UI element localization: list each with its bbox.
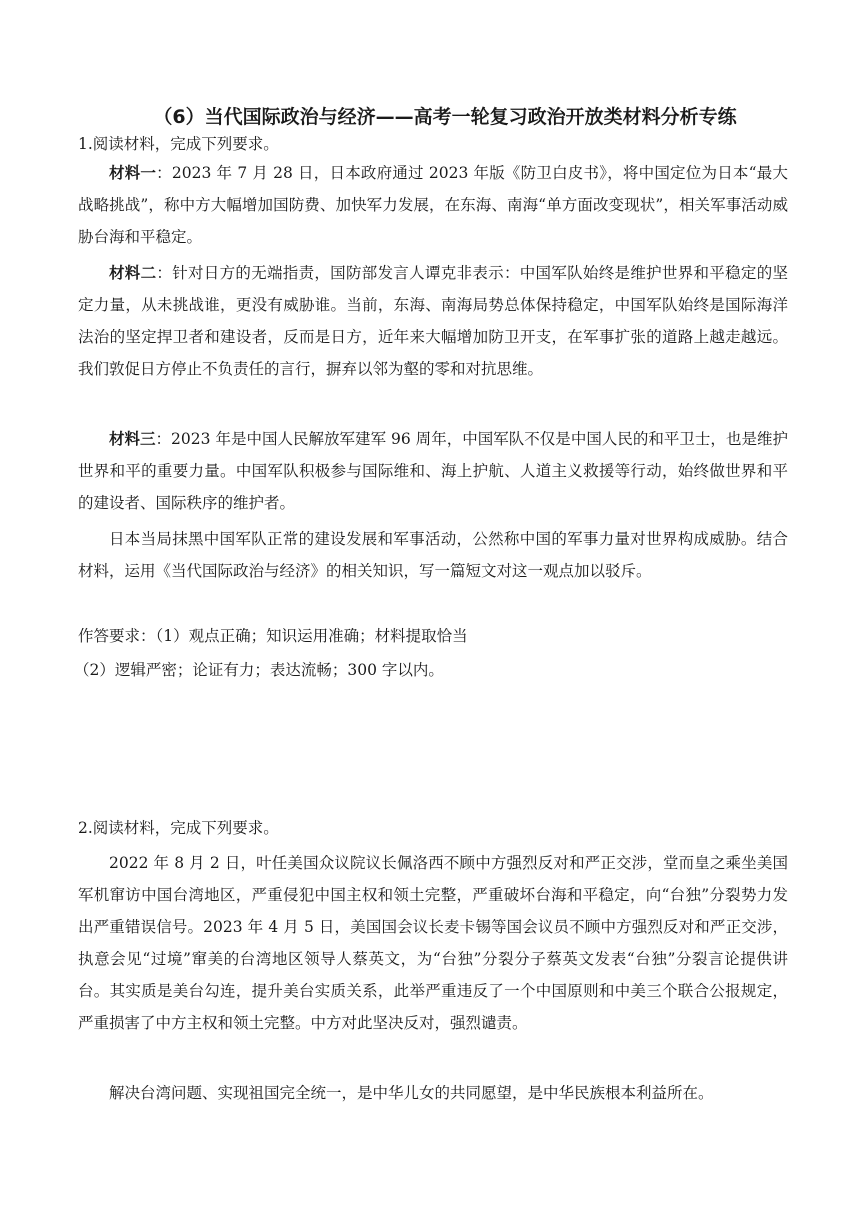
question-1-requirement-1: 作答要求：（1）观点正确；知识运用准确；材料提取恰当: [78, 627, 468, 645]
question-1-requirement-2: （2）逻辑严密；论证有力；表达流畅；300 字以内。: [74, 661, 444, 679]
material-1-text: ：2023 年 7 月 28 日，日本政府通过 2023 年版《防卫白皮书》，将中国定位为日本“最大战略挑战”，称中方大幅增加国防费、加快军力发展，在东海、南海“单方面改变现状”，相关军事活动威胁台海和平稳定。: [78, 164, 788, 246]
material-2-text: ：针对日方的无端指责，国防部发言人谭克非表示：中国军队始终是维护世界和平稳定的坚定力量，从未挑战谁，更没有威胁谁。当前，东海、南海局势总体保持稳定，中国军队始终是国际海洋法治的坚定捍卫者和建设者，反而是日方，近年来大幅增加防卫开支，在军事扩张的道路上越走越远。我们敦促日方停止不负责任的言行，摒弃以邻为壑的零和对抗思维。: [78, 264, 788, 378]
question-2-stem: 2.阅读材料，完成下列要求。: [78, 819, 279, 837]
question-2-paragraph-1: 2022 年 8 月 2 日，叶任美国众议院议长佩洛西不顾中方强烈反对和严正交涉，堂而皇之乘坐美国军机窜访中国台湾地区，严重侵犯中国主权和领土完整，严重破坏台海和平稳定，向“台独”分裂势力发出严重错误信号。2023 年 4 月 5 日，美国国会议长麦卡锡等国会议员不顾中方强烈反对和严正交涉，执意会见“过境”窜美的台湾地区领导人蔡英文，为“台独”分裂分子蔡英文发表“台独”分裂言论提供讲台。其实质是美台勾连，提升美台实质关系，此举严重违反了一个中国原则和中美三个联合公报规定，严重损害了中方主权和领土完整。中方对此坚决反对，强烈谴责。: [78, 854, 788, 1032]
question-1-task: 日本当局抹黑中国军队正常的建设发展和军事活动，公然称中国的军事力量对世界构成威胁。结合材料，运用《当代国际政治与经济》的相关知识，写一篇短文对这一观点加以驳斥。: [78, 530, 788, 580]
page-title: （6）当代国际政治与经济——高考一轮复习政治开放类材料分析专练: [153, 106, 737, 128]
material-3: [78, 423, 788, 519]
question-1-stem: 1.阅读材料，完成下列要求。: [78, 135, 279, 153]
material-2: [78, 257, 788, 385]
material-1: [78, 157, 788, 253]
question-2-paragraph-2: 解决台湾问题、实现祖国完全统一，是中华儿女的共同愿望，是中华民族根本利益所在。: [109, 1084, 714, 1102]
material-1-label: 材料一: [109, 163, 157, 182]
material-2-label: 材料二: [109, 263, 157, 282]
material-3-text: ：2023 年是中国人民解放军建军 96 周年，中国军队不仅是中国人民的和平卫士，也是维护世界和平的重要力量。中国军队积极参与国际维和、海上护航、人道主义救援等行动，始终做世界和平的建设者、国际秩序的维护者。: [78, 430, 788, 512]
material-3-label: 材料三: [109, 429, 156, 448]
